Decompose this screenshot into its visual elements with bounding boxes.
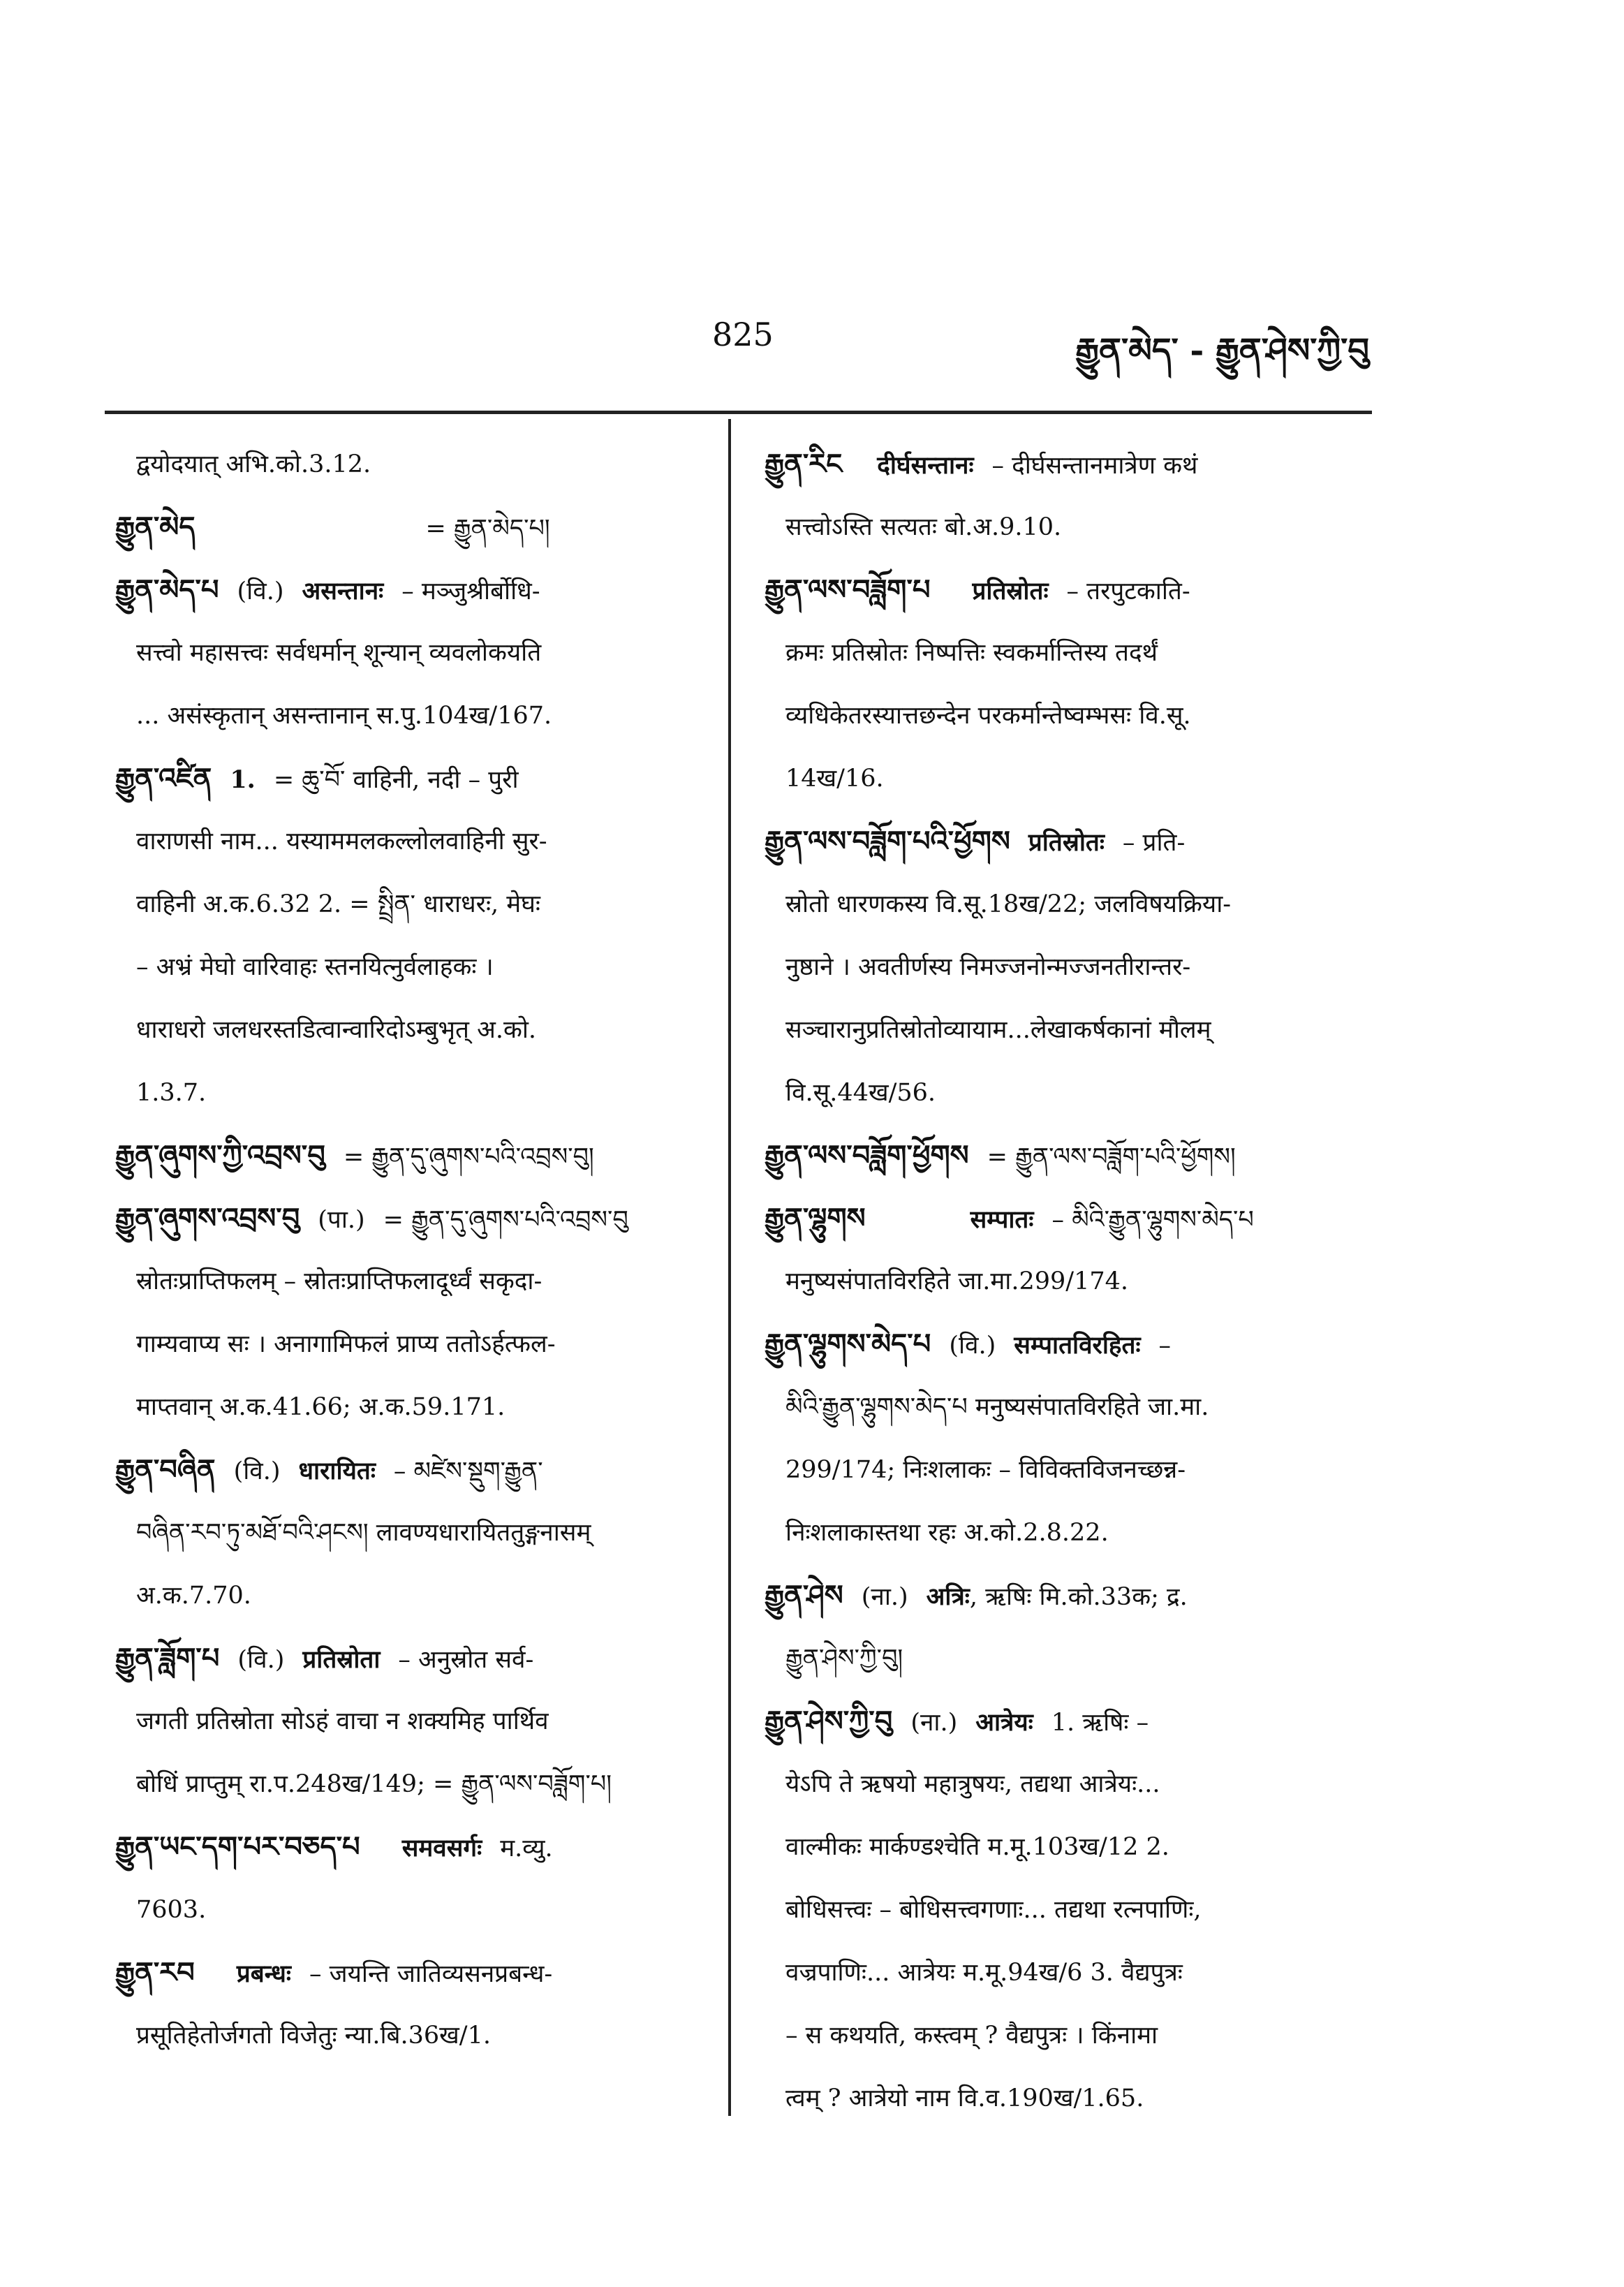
entry-term: प्रतिस्रोता <box>302 1645 381 1674</box>
entry <box>765 559 1344 622</box>
entry-term: सम्पातविरहितः <box>1014 1331 1141 1360</box>
entry <box>765 1187 1344 1250</box>
text-line: सत्त्वोऽस्ति सत्यतः बो.अ.9.10. <box>785 513 1062 541</box>
text-line: བཞིན་རབ་ཏུ་མཐོ་བའི་ཤངས། लावण्यधारायिततुङ्गनासम् <box>136 1519 591 1547</box>
entry-headword: རྒྱུན་ལྷུགས <box>765 1202 866 1235</box>
text-line: – अभ्रं मेघो वारिवाहः स्तनयित्नुर्वलाहकः । <box>136 953 494 981</box>
entry-headword: རྒྱུན་ཞུགས་ཀྱི་འབྲས་བུ <box>115 1139 325 1172</box>
text-line: 7603. <box>136 1896 207 1924</box>
text-line: गाम्यवाप्य सः । अनागामिफलं प्राप्य ततोऽर्हत्फल- <box>136 1330 556 1358</box>
entry-term: प्रतिस्रोतः <box>1028 828 1105 857</box>
entry <box>115 559 695 622</box>
text-line: बोधिसत्त्वः – बोधिसत्त्वगणाः... तद्यथा रत्नपाणिः, <box>785 1896 1202 1924</box>
column-rule <box>728 419 731 2116</box>
entry-definition: – दीर्घसन्तानमात्रेण कथं <box>991 452 1198 480</box>
entry <box>115 747 695 810</box>
entry-headword: རྒྱུན་འཛིན <box>115 762 212 795</box>
text-line: 14ख/16. <box>785 765 884 793</box>
text-line: सत्त्वो महासत्त्वः सर्वधर्मान् शून्यान् व्यवलोकयति <box>136 639 542 667</box>
entry-number: 1. <box>230 765 256 794</box>
text-line: व्यधिकेतरस्यात्तछन्देन परकर्मान्तेष्वम्भसः वि.सू. <box>785 702 1191 730</box>
entry <box>115 1187 695 1250</box>
entry <box>115 1941 695 2004</box>
entry-definition: = རྒྱུན་དུ་ཞུགས་པའི་འབྲས་བུ <box>383 1206 628 1234</box>
text-line: जगती प्रतिस्रोता सोऽहं वाचा न शक्यमिह पार्थिव <box>136 1707 549 1735</box>
text-line: त्वम् ? आत्रेयो नाम वि.व.190ख/1.65. <box>785 2084 1144 2112</box>
entry-grammar: (ना.) <box>910 1709 958 1737</box>
entry-grammar: (वि.) <box>233 1457 281 1485</box>
entry-definition: – <box>1158 1332 1172 1360</box>
text-line: येऽपि ते ऋषयो महात्रुषयः, तद्यथा आत्रेयः... <box>785 1770 1160 1798</box>
text-line: वाराणसी नाम... यस्याममलकल्लोलवाहिनी सुर- <box>136 828 547 855</box>
entry-headword: རྒྱུན་ལས་བཟློག་པ <box>765 573 931 606</box>
entry-headword: རྒྱུན་མེད <box>115 510 195 543</box>
entry <box>765 433 1344 496</box>
entry-term: अत्रिः <box>926 1582 970 1611</box>
entry-definition: – तरपुटकाति- <box>1066 578 1190 605</box>
text-line: अ.क.7.70. <box>136 1582 251 1610</box>
left-column <box>115 433 695 2067</box>
entry-term: आत्रेयः <box>975 1708 1033 1737</box>
running-head: རྒྱུན་མེད་ - རྒྱུན་ཤེས་ཀྱི་བུ <box>1075 331 1369 370</box>
page-number: 825 <box>712 316 774 353</box>
entry-term: असन्तानः <box>302 577 384 605</box>
text-line: वाहिनी अ.क.6.32 2. = སྤྲིན་ धाराधरः, मेघः <box>136 890 540 918</box>
entry-term: धारायितः <box>298 1457 376 1485</box>
header-rule <box>105 411 1372 414</box>
entry-grammar: (वि.) <box>237 578 284 605</box>
entry-definition: = ཆུ་བོ་ वाहिनी, नदी – पुरी <box>273 766 519 794</box>
entry-headword: རྒྱུན་ཟློག་པ <box>115 1642 220 1675</box>
text-line: वज्रपाणिः... आत्रेयः म.मू.94ख/6 3. वैद्यपुत्रः <box>785 1959 1183 1987</box>
entry-headword: རྒྱུན་ལས་བཟློག་ཕྱོགས <box>765 1139 969 1172</box>
text-line: क्रमः प्रतिस्रोतः निष्पत्तिः स्वकर्मान्तिस्य तदर्थं <box>785 639 1158 667</box>
text-line: मनुष्यसंपातविरहिते जा.मा.299/174. <box>785 1267 1129 1295</box>
entry <box>765 1564 1344 1627</box>
text-line: बोधिं प्राप्तुम् रा.प.248ख/149; = རྒྱུན་ལས་བཟློག་པ། <box>136 1770 612 1798</box>
entry-term: प्रतिस्रोतः <box>972 577 1049 605</box>
entry-headword: རྒྱུན་ཡང་དག་པར་བཅད་པ <box>115 1830 360 1863</box>
entry-grammar: (वि.) <box>949 1332 996 1360</box>
text-line: རྒྱུན་ཤེས་ཀྱི་བུ། <box>785 1645 903 1672</box>
text-line: མིའི་རྒྱུན་ལྷུགས་མེད་པ मनुष्यसंपातविरहिते जा.मा. <box>785 1393 1209 1421</box>
text-line: 299/174; निःशलाकः – विविक्तविजनच्छन्न- <box>785 1456 1186 1484</box>
entry-grammar: (पा.) <box>318 1206 365 1234</box>
text-line: ... असंस्कृतान् असन्तानान् स.पु.104ख/167. <box>136 702 552 730</box>
entry-grammar: (ना.) <box>861 1583 908 1611</box>
text-line: धाराधरो जलधरस्तडित्वान्वारिदोऽम्बुभृत् अ.को. <box>136 1016 537 1044</box>
text-line: स्रोतो धारणकस्य वि.सू.18ख/22; जलविषयक्रिया- <box>785 890 1232 918</box>
text-line: माप्तवान् अ.क.41.66; अ.क.59.171. <box>136 1393 505 1421</box>
entry-headword: རྒྱུན་བཞིན <box>115 1453 216 1486</box>
text-line: सञ्चारानुप्रतिस्रोतोव्यायाम...लेखाकर्षकानां मौलम् <box>785 1016 1211 1044</box>
entry <box>765 810 1344 873</box>
entry-headword: རྒྱུན་ཞུགས་འབྲས་བུ <box>115 1202 300 1235</box>
entry-definition: – མཛེས་སྡུག་རྒྱུན་ <box>393 1457 543 1485</box>
entry-grammar: (वि.) <box>237 1646 285 1674</box>
entry-definition: = རྒྱུན་དུ་ཞུགས་པའི་འབྲས་བུ། <box>343 1143 594 1171</box>
entry-headword: རྒྱུན་ལས་བཟློག་པའི་ཕྱོགས <box>765 825 1010 858</box>
entry-definition: – अनुस्रोत सर्व- <box>398 1646 534 1674</box>
entry-definition: = རྒྱུན་མེད་པ། <box>425 515 550 543</box>
entry <box>115 496 695 559</box>
entry-definition: – མིའི་རྒྱུན་ལྷུགས་མེད་པ <box>1051 1206 1254 1234</box>
entry <box>765 1124 1344 1187</box>
entry <box>765 1313 1344 1376</box>
entry-term: प्रबन्धः <box>236 1959 292 1988</box>
entry-headword: རྒྱུན་ཤེས <box>765 1579 843 1612</box>
entry-headword: རྒྱུན་ཤེས་ཀྱི་བུ <box>765 1705 893 1737</box>
entry <box>765 1690 1344 1753</box>
entry-headword: རྒྱུན་མེད་པ <box>115 573 219 606</box>
entry-definition: – जयन्ति जातिव्यसनप्रबन्ध- <box>309 1960 553 1988</box>
entry-headword: རྒྱུན་རབ <box>115 1956 195 1989</box>
entry-definition: 1. ऋषिः – <box>1051 1709 1149 1737</box>
entry <box>115 1439 695 1501</box>
entry <box>115 1124 695 1187</box>
right-column <box>765 433 1344 2130</box>
entry <box>115 1816 695 1878</box>
text-line: – स कथयति, कस्त्वम् ? वैद्यपुत्रः । किंनामा <box>785 2022 1158 2050</box>
text-line: वाल्मीकः मार्कण्डश्चेति म.मू.103ख/12 2. <box>785 1833 1169 1861</box>
text-line: वि.सू.44ख/56. <box>785 1079 936 1107</box>
entry-definition: – प्रति- <box>1122 829 1186 857</box>
text-line: नुष्ठाने । अवतीर्णस्य निमज्जनोन्मज्जनतीरान्तर- <box>785 953 1191 981</box>
entry <box>115 1627 695 1690</box>
text-line: 1.3.7. <box>136 1079 207 1107</box>
entry-term: दीर्घसन्तानः <box>877 451 974 480</box>
text-line: निःशलाकास्तथा रहः अ.को.2.8.22. <box>785 1519 1109 1547</box>
entry-term: सम्पातः <box>970 1205 1034 1234</box>
entry-definition: म.व्यु. <box>500 1834 553 1862</box>
entry-term: समवसर्गः <box>401 1834 482 1862</box>
text-line: प्रसूतिहेतोर्जगतो विजेतुः न्या.बि.36ख/1. <box>136 2022 491 2050</box>
text-line: स्रोतःप्राप्तिफलम् – स्रोतःप्राप्तिफलादूर्ध्वं सकृदा- <box>136 1267 542 1295</box>
entry-headword: རྒྱུན་ལྷུགས་མེད་པ <box>765 1328 931 1360</box>
text-line: द्वयोदयात् अभि.को.3.12. <box>136 450 371 478</box>
entry-headword: རྒྱུན་རིང <box>765 448 843 480</box>
entry-definition: = རྒྱུན་ལས་བཟློག་པའི་ཕྱོགས། <box>987 1143 1236 1171</box>
entry-definition: – मञ्जुश्रीर्बोधि- <box>401 578 540 605</box>
entry-definition: , ऋषिः मि.को.33क; द्र. <box>969 1583 1188 1611</box>
